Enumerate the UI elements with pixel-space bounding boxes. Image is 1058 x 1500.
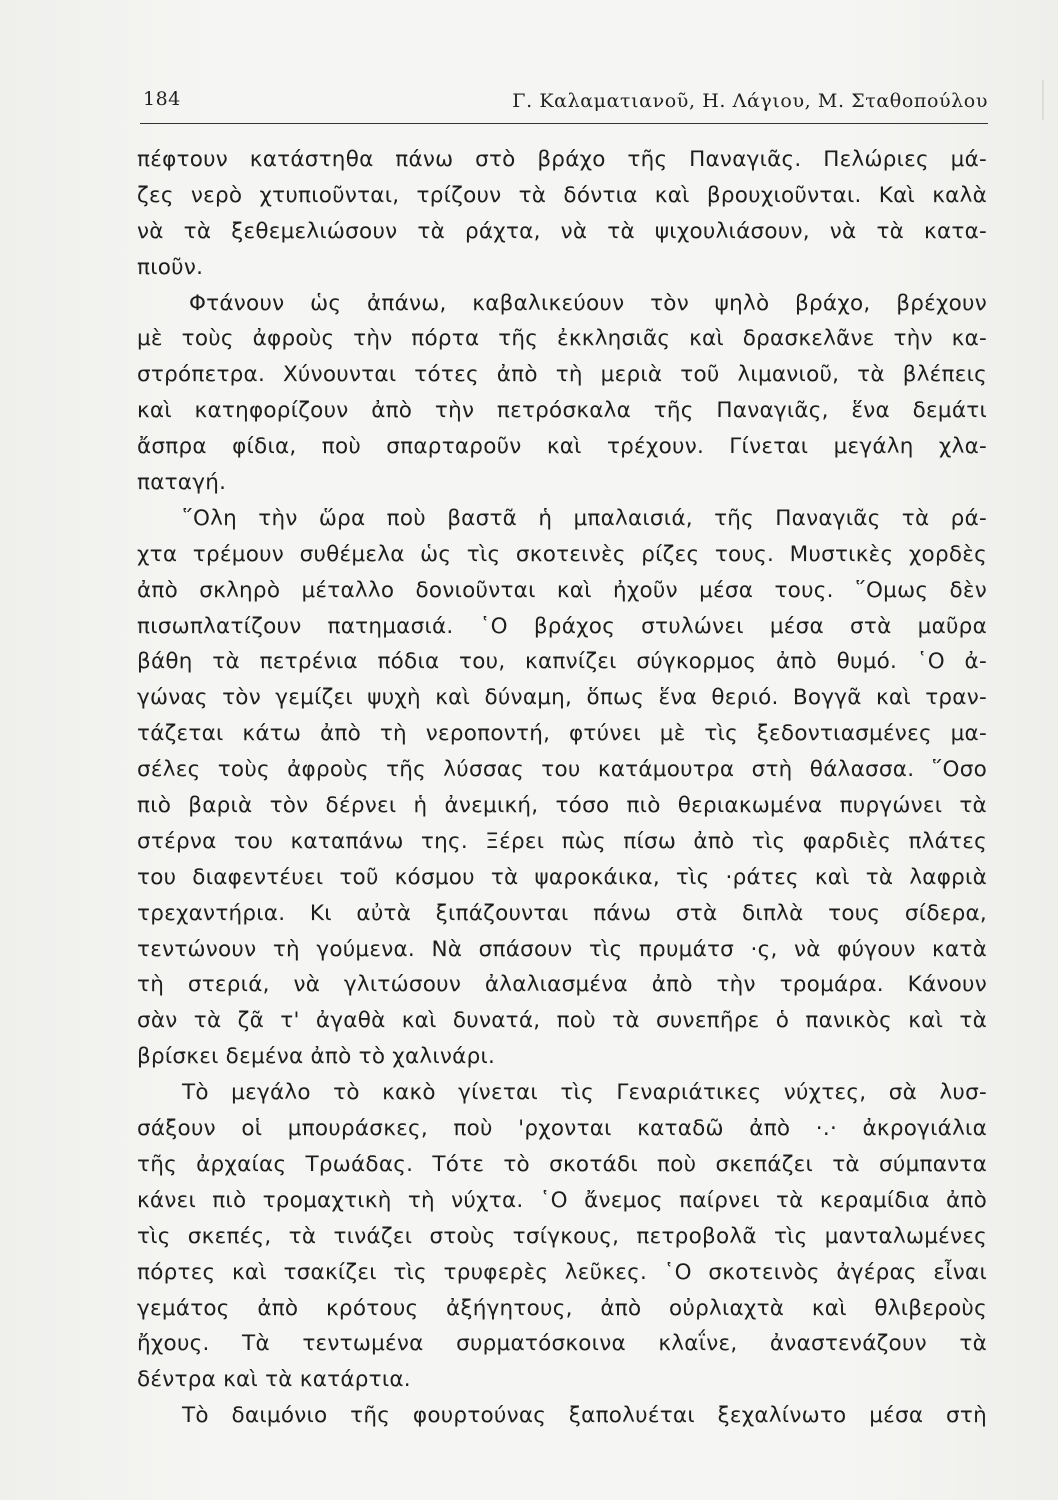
body-text (137, 142, 987, 1434)
text-line: δέντρα καὶ τὰ κατάρτια. (137, 1367, 411, 1393)
text-line: ῞Ολη τὴν ὥρα ποὺ βαστᾶ ἡ μπαλαισιά, τῆς Παναγιᾶς τὰ ρά- (182, 505, 987, 531)
text-line: ἤχους. Τὰ τεντωμένα συρματόσκοινα κλαΐνε, ἀναστενάζουν τὰ (137, 1331, 987, 1357)
text-line: νὰ τὰ ξεθεμελιώσουν τὰ ράχτα, νὰ τὰ ψιχουλιάσουν, νὰ τὰ κατα- (137, 218, 987, 244)
text-line: γώνας τὸν γεμίζει ψυχὴ καὶ δύναμη, ὅπως ἕνα θεριό. Βογγᾶ καὶ τραν- (137, 685, 987, 711)
text-line: καὶ κατηφορίζουν ἀπὸ τὴν πετρόσκαλα τῆς Παναγιᾶς, ἕνα δεμάτι (137, 398, 987, 424)
text-line: πιοῦν. (137, 254, 204, 280)
text-line: βάθη τὰ πετρένια πόδια του, καπνίζει σύγκορμος ἀπὸ θυμό. ῾Ο ἀ- (137, 649, 987, 675)
text-line: τάζεται κάτω ἀπὸ τὴ νεροποντή, φτύνει μὲ τὶς ξεδοντιασμένες μα- (137, 721, 987, 747)
text-line: πόρτες καὶ τσακίζει τὶς τρυφερὲς λεῦκες. ῾Ο σκοτεινὸς ἀγέρας εἶναι (137, 1259, 987, 1285)
header-rule (140, 123, 988, 124)
text-line: γεμάτος ἀπὸ κρότους ἀξήγητους, ἀπὸ οὐρλιαχτὰ καὶ θλιβεροὺς (137, 1295, 987, 1321)
text-line: στρόπετρα. Χύνουνται τότες ἀπὸ τὴ μεριὰ τοῦ λιμανιοῦ, τὰ βλέπεις (137, 362, 987, 388)
scan-margin-mark (1042, 80, 1044, 120)
text-line: Τὸ δαιμόνιο τῆς φουρτούνας ξαπολυέται ξεχαλίνωτο μέσα στὴ (182, 1403, 987, 1429)
page-number: 184 (143, 88, 181, 110)
text-line: πέφτουν κατάστηθα πάνω στὸ βράχο τῆς Παναγιᾶς. Πελώριες μά- (137, 147, 987, 172)
text-line: στέρνα του καταπάνω της. Ξέρει πὼς πίσω ἀπὸ τὶς φαρδιὲς πλάτες (137, 828, 987, 854)
text-line: παταγή. (137, 470, 227, 496)
text-line: ζες νερὸ χτυπιοῦνται, τρίζουν τὰ δόντια καὶ βρουχιοῦνται. Καὶ καλὰ (137, 182, 987, 208)
text-line: ἀπὸ σκληρὸ μέταλλο δονιοῦνται καὶ ἠχοῦν μέσα τους. ῞Ομως δὲν (137, 577, 987, 603)
text-line: σὰν τὰ ζᾶ τ' ἀγαθὰ καὶ δυνατά, ποὺ τὰ συνεπῆρε ὁ πανικὸς καὶ τὰ (137, 1008, 987, 1034)
text-line: ἄσπρα φίδια, ποὺ σπαρταροῦν καὶ τρέχουν. Γίνεται μεγάλη χλα- (137, 434, 987, 460)
text-line: κάνει πιὸ τρομαχτικὴ τὴ νύχτα. ῾Ο ἄνεμος παίρνει τὰ κεραμίδια ἀπὸ (137, 1187, 987, 1213)
page-header (140, 86, 988, 120)
text-line: τεντώνουν τὴ γούμενα. Νὰ σπάσουν τὶς πρυμάτσ ·ς, νὰ φύγουν κατὰ (137, 936, 987, 962)
text-line: σάξουν οἱ μπουράσκες, ποὺ 'ρχονται καταδῶ ἀπὸ ·.· ἀκρογιάλια (137, 1116, 987, 1142)
text-line: μὲ τοὺς ἀφροὺς τὴν πόρτα τῆς ἐκκλησιᾶς καὶ δρασκελᾶνε τὴν κα- (137, 326, 987, 352)
text-line: του διαφεντέυει τοῦ κόσμου τὰ ψαροκάικα, τὶς ·ράτες καὶ τὰ λαφριὰ (137, 864, 987, 890)
text-line: τὴ στεριά, νὰ γλιτώσουν ἀλαλιασμένα ἀπὸ τὴν τρομάρα. Κάνουν (137, 972, 987, 998)
text-line: τρεχαντήρια. Κι αὐτὰ ξιπάζουνται πάνω στὰ διπλὰ τους σίδερα, (137, 900, 987, 926)
text-line: Τὸ μεγάλο τὸ κακὸ γίνεται τὶς Γεναριάτικες νύχτες, σὰ λυσ- (182, 1080, 987, 1106)
text-line: τὶς σκεπές, τὰ τινάζει στοὺς τσίγκους, πετροβολᾶ τὶς μανταλωμένες (137, 1223, 987, 1249)
text-line: σέλες τοὺς ἀφροὺς τῆς λύσσας του κατάμουτρα στὴ θάλασσα. ῞Οσο (137, 757, 987, 783)
text-line: χτα τρέμουν συθέμελα ὡς τὶς σκοτεινὲς ρίζες τους. Μυστικὲς χορδὲς (137, 541, 987, 567)
running-title: Γ. Καλαματιανοῦ, Η. Λάγιου, Μ. Σταθοπούλου (512, 90, 988, 112)
text-line: τῆς ἀρχαίας Τρωάδας. Τότε τὸ σκοτάδι ποὺ σκεπάζει τὰ σύμπαντα (137, 1151, 987, 1177)
text-line: Φτάνουν ὡς ἀπάνω, καβαλικεύουν τὸν ψηλὸ βράχο, βρέχουν (189, 290, 987, 316)
text-line: βρίσκει δεμένα ἀπὸ τὸ χαλινάρι. (137, 1044, 496, 1070)
text-line: πισωπλατίζουν πατημασιά. ῾Ο βράχος στυλώνει μέσα στὰ μαῦρα (137, 613, 987, 639)
text-line: πιὸ βαριὰ τὸν δέρνει ἡ ἀνεμική, τόσο πιὸ θεριακωμένα πυργώνει τὰ (137, 793, 987, 819)
